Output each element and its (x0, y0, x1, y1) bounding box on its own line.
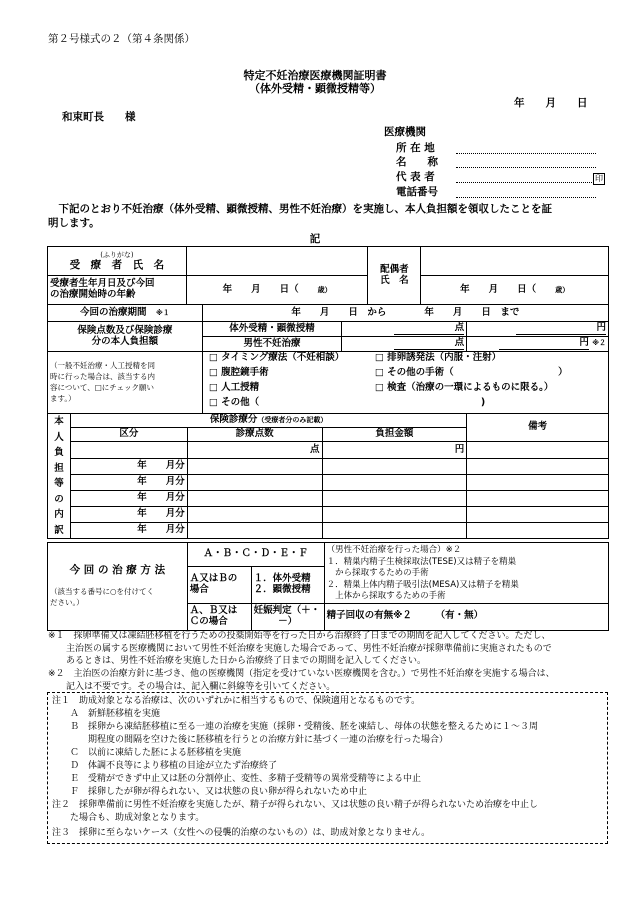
addressee: 和束町長 様 (62, 111, 136, 123)
institution-phone-label: 電話番号 (396, 186, 438, 198)
male-points-field[interactable]: 点 (342, 337, 467, 352)
male-case-cell[interactable]: （男性不妊治療を行った場合）※２ １．精巣内精子生検採取法(TESE)又は精子を精巣 から採取するための手術 ２．精巣上体内精子吸引法(MESA)又は精子を精巣 上体から採取するための手術 (324, 543, 608, 604)
spouse-birth-field[interactable]: 年 月 日（ 歳） (421, 276, 609, 305)
seal-mark: 印 (595, 174, 603, 183)
institution-heading: 医療機関 (384, 126, 426, 138)
points-cell-1[interactable] (187, 459, 322, 475)
period-label-cell: 今回の治療期間 ※１ (48, 305, 203, 322)
col-kubun: 区分 (70, 428, 187, 442)
abcdef-options[interactable]: Ａ・Ｂ・Ｃ・Ｄ・Ｅ・Ｆ (187, 543, 324, 567)
breakdown-side-label: 本 人 負 担 等 の 内 訳 (48, 414, 71, 539)
amount-cell-3[interactable] (322, 491, 467, 507)
points-cell-5[interactable] (187, 523, 322, 539)
male-infertility-label: 男性不妊治療 (202, 337, 342, 352)
certificate-table-period (47, 304, 609, 322)
ab-case-label: Ａ又はＢの 場合 (187, 566, 251, 603)
amount-cell-5[interactable] (322, 523, 467, 539)
check-timing[interactable]: □ タイミング療法（不妊相談） (208, 352, 345, 363)
certificate-table-top (47, 246, 609, 305)
month-cell-0 (70, 442, 187, 459)
period-field[interactable]: 年 月 日 から 年 月 日 まで (202, 305, 608, 322)
footnote-2: ※２ 主治医の治療方針に基づき、他の医療機関（指定を受けていない医療機関を含む。）で男性不妊治療を実施する場合は、 記入は不要です。その場合は、記入欄に斜線等を引いてください。 (48, 669, 555, 692)
note-line: 注１ 助成対象となる治療は、次のいずれかに相当するもので、保険適用となるものです。 (52, 696, 421, 706)
check-other-surgery[interactable]: □ その他の手術（ ） (374, 367, 568, 378)
month-cell-4[interactable]: 年 月分 (70, 507, 187, 523)
institution-name-line[interactable] (456, 167, 596, 168)
note-line: 注３ 採卵に至らないケース（女性への侵襲的治療のないもの）は、助成対象となりません。 (52, 828, 431, 838)
method-table (47, 542, 609, 631)
note-line: 注２ 採卵準備前に男性不妊治療を実施したが、精子が得られない、又は状態の良い精子が得られないため治療を中止し (52, 800, 539, 810)
points-cell-0[interactable]: 点 (187, 442, 322, 459)
points-cell-3[interactable] (187, 491, 322, 507)
institution-name-label: 名 称 (396, 156, 438, 168)
amount-cell-4[interactable] (322, 507, 467, 523)
checkbox-options (202, 352, 608, 414)
institution-address-line[interactable] (456, 153, 596, 154)
remarks-header: 備考 (467, 414, 609, 442)
notes-box (47, 692, 608, 844)
patient-name-label-cell: (ふりがな) 受 療 者 氏 名 (48, 247, 187, 276)
pregnancy-judgement[interactable]: 妊娠判定（＋・ －） (251, 603, 324, 630)
month-cell-3[interactable]: 年 月分 (70, 491, 187, 507)
certificate-table-points (47, 321, 609, 352)
institution-phone-line[interactable] (456, 197, 596, 198)
intro-line-2: 明します。 (48, 217, 100, 229)
check-ovulation-induction[interactable]: □ 排卵誘発法（内服・注射） (374, 352, 502, 363)
points-cell-4[interactable] (187, 507, 322, 523)
note-line: Ａ 新鮮胚移植を実施 (52, 709, 161, 719)
ki-heading: 記 (309, 233, 321, 245)
ab-case-options[interactable]: １．体外受精 ２．顕微授精 (251, 566, 324, 603)
check-artificial-insemination[interactable]: □ 人工授精 (208, 382, 260, 393)
method-label-cell: 今 回 の 治 療 方 法 （該当する番号に○を付けてく ださい。） (48, 543, 188, 631)
month-cell-2[interactable]: 年 月分 (70, 475, 187, 491)
remarks-cell-4[interactable] (467, 507, 609, 523)
ivf-label: 体外受精・顕微授精 (202, 322, 342, 337)
col-amount: 負担金額 (322, 428, 467, 442)
spouse-name-field[interactable] (421, 247, 609, 276)
note-line: Ｄ 体調不良等により移植の目途が立たず治療終了 (52, 761, 278, 771)
patient-name-field[interactable] (186, 247, 368, 276)
form-code: 第２号様式の２（第４条関係） (48, 33, 195, 45)
note-line: た場合も、助成対象となります。 (52, 813, 205, 823)
note-line: Ｅ 受精ができず中止又は胚の分割停止、変性、多精子受精等の異常受精等による中止 (52, 774, 422, 784)
col-points: 診療点数 (187, 428, 322, 442)
document-title: 特定不妊治療医療機関証明書 (243, 69, 387, 82)
check-examination[interactable]: □ 検査（治療の一環によるものに限る。） (374, 382, 554, 393)
amount-cell-2[interactable] (322, 475, 467, 491)
amount-cell-1[interactable] (322, 459, 467, 475)
points-label-cell: 保険点数及び保険診療 分の本人負担額 (48, 322, 203, 352)
checkbox-instruction: （一般不妊治療・人工授精を同 時に行った場合は、該当する内 容について、□にチェック願い ます。） (48, 352, 203, 414)
institution-representative-label: 代 表 者 (396, 171, 435, 183)
remarks-cell-5[interactable] (467, 523, 609, 539)
check-laparoscopy[interactable]: □ 腹腔鏡手術 (208, 367, 269, 378)
remarks-cell-3[interactable] (467, 491, 609, 507)
ivf-points-field[interactable]: 点 (342, 322, 467, 337)
footnote-1: ※１ 採卵準備又は凍結胚移植を行うための投薬開始等を行った日から治療終了日までの期間を記入してください。ただし、 主治医の属する医療機関において男性不妊治療を実施した場合であって、男性不妊治療が採卵準備前に実施されたもので あるときは、男性不妊治療を実施した日から治療終了日までの期間を記入してください。 (48, 631, 552, 666)
institution-representative-line[interactable] (456, 182, 592, 183)
sperm-retrieval-cell[interactable]: 精子回収の有無※２ （有・無） (324, 603, 608, 630)
note-line: Ｃ 以前に凍結した胚による胚移植を実施 (52, 748, 242, 758)
male-amount-field[interactable]: 円 ※２ (467, 337, 609, 352)
ivf-amount-field[interactable]: 円 (467, 322, 609, 337)
patient-birth-field[interactable]: 年 月 日（ 歳） (186, 276, 368, 305)
remarks-cell-2[interactable] (467, 475, 609, 491)
month-cell-1[interactable]: 年 月分 (70, 459, 187, 475)
note-line: Ｂ 採卵から凍結胚移植に至る一連の治療を実施（採卵・受精後、胚を凍結し、母体の状態を整えるために１～３周 (52, 722, 539, 732)
abc-case-label: Ａ、Ｂ又は Ｃの場合 (187, 603, 251, 630)
birth-age-label-cell: 受療者生年月日及び今回 の治療開始時の年齢 (48, 276, 187, 305)
spouse-name-label-cell: 配偶者 氏 名 (368, 247, 421, 305)
note-line: 期程度の間隔を空けた後に胚移植を行うとの治療方針に基づく一連の治療を行った場合） (52, 735, 449, 745)
issue-date: 年 月 日 (514, 97, 588, 109)
remarks-cell-1[interactable] (467, 459, 609, 475)
intro-line-1: 下記のとおり不妊治療（体外受精、顕微授精、男性不妊治療）を実施し、本人負担額を領収したことを証 (48, 203, 552, 215)
insured-header: 保険診療分（受療者分のみ記載） (70, 414, 466, 428)
document-subtitle: （体外受精・顕微授精等） (249, 82, 381, 95)
check-other[interactable]: □ その他（ (208, 397, 260, 408)
month-cell-5[interactable]: 年 月分 (70, 523, 187, 539)
checkbox-section (47, 351, 609, 414)
points-cell-2[interactable] (187, 475, 322, 491)
institution-address-label: 所 在 地 (396, 142, 435, 154)
breakdown-table (47, 413, 609, 539)
amount-cell-0[interactable]: 円 (322, 442, 467, 459)
note-line: Ｆ 採卵したが卵が得られない、又は状態の良い卵が得られないため中止 (52, 787, 368, 797)
remarks-cell-0[interactable] (467, 442, 609, 459)
check-other-close: ) (480, 397, 486, 408)
